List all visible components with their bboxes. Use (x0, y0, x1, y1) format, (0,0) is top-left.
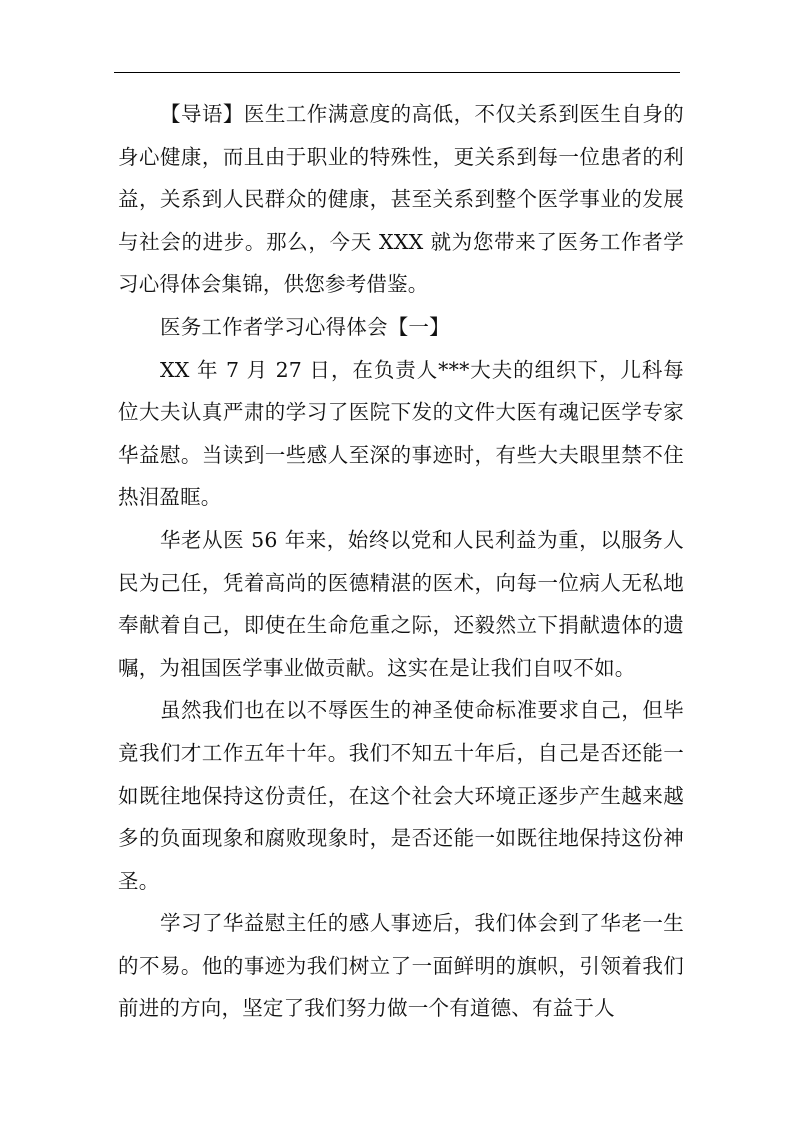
body-paragraph: 虽然我们也在以不辱医生的神圣使命标准要求自己，但毕竟我们才工作五年十年。我们不知五十年后，自己是否还能一如既往地保持这份责任，在这个社会大环境正逐步产生越来越多的负面现象和腐败现象时，是否还能一如既往地保持这份神圣。 (118, 698, 684, 893)
body-paragraph: 华老从医 56 年来，始终以党和人民利益为重，以服务人民为己任，凭着高尚的医德精湛的医术，向每一位病人无私地奉献着自己，即使在生命危重之际，还毅然立下捐献遗体的遗嘱，为祖国医学事业做贡献。这实在是让我们自叹不如。 (118, 527, 684, 680)
body-paragraph: XX 年 7 月 27 日，在负责人***大夫的组织下，儿科每位大夫认真严肃的学习了医院下发的文件大医有魂记医学专家华益慰。当读到一些感人至深的事迹时，有些大夫眼里禁不住热泪盈眶。 (118, 357, 684, 510)
document-body (118, 93, 684, 1030)
body-paragraph: 学习了华益慰主任的感人事迹后，我们体会到了华老一生的不易。他的事迹为我们树立了一面鲜明的旗帜，引领着我们前进的方向，坚定了我们努力做一个有道德、有益于人 (118, 911, 684, 1021)
section-heading: 医务工作者学习心得体会【一】 (160, 314, 450, 339)
intro-paragraph: 【导语】医生工作满意度的高低，不仅关系到医生自身的身心健康，而且由于职业的特殊性，更关系到每一位患者的利益，关系到人民群众的健康，甚至关系到整个医学事业的发展与社会的进步。那么，今天 XXX 就为您带来了医务工作者学习心得体会集锦，供您参考借鉴。 (118, 102, 684, 297)
header-divider (114, 72, 680, 73)
